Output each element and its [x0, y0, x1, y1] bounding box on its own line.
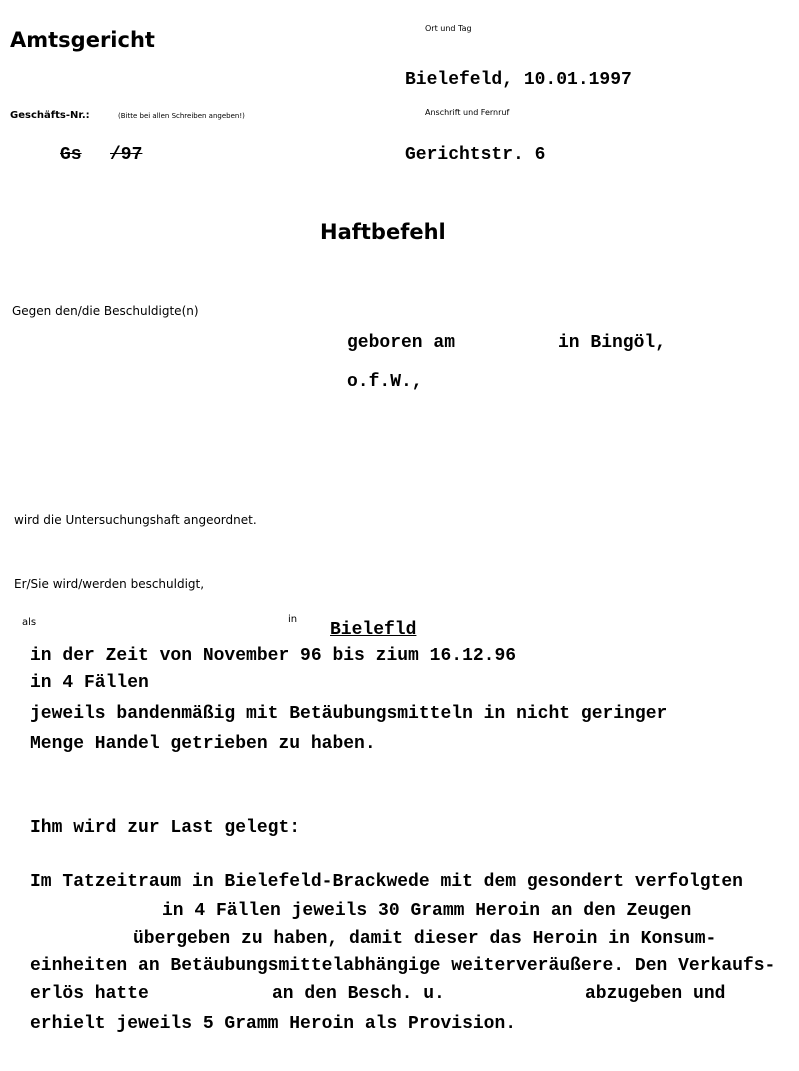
- facts-line: in 4 Fällen jeweils 30 Gramm Heroin an den Zeugen: [162, 901, 692, 921]
- facts-line: erlös hatte: [30, 984, 149, 1004]
- facts-line: einheiten an Betäubungsmittelabhängige weiterveräußere. Den Verkaufs-: [30, 956, 776, 976]
- residence: o.f.W.,: [347, 372, 423, 392]
- case-number-prefix: Gs: [60, 145, 82, 165]
- court-name: Amtsgericht: [10, 28, 155, 52]
- facts-line: abzugeben und: [585, 984, 726, 1004]
- charge-in-label: in: [288, 614, 298, 625]
- facts-line: Im Tatzeitraum in Bielefeld-Brackwede mit dem gesondert verfolgten: [30, 872, 743, 892]
- address-label: Anschrift und Fernruf: [425, 108, 510, 117]
- accused-label: Gegen den/die Beschuldigte(n): [12, 304, 199, 318]
- address: Gerichtstr. 6: [405, 145, 546, 165]
- born-label: geboren am: [347, 333, 456, 353]
- place-date-label: Ort und Tag: [425, 24, 472, 33]
- facts-label: Ihm wird zur Last gelegt:: [30, 818, 301, 838]
- charge-line: in der Zeit von November 96 bis zium 16.12.96: [30, 646, 517, 666]
- charge-prefix: als: [22, 617, 37, 628]
- case-number-note: (Bitte bei allen Schreiben angeben!): [118, 112, 245, 120]
- charge-place: Bielefld: [330, 620, 417, 640]
- charge-line: Menge Handel getrieben zu haben.: [30, 734, 376, 754]
- charge-line: jeweils bandenmäßig mit Betäubungsmitteln in nicht geringer: [30, 704, 668, 724]
- document-title: Haftbefehl: [320, 220, 446, 244]
- born-place: in Bingöl,: [558, 333, 667, 353]
- facts-line: erhielt jeweils 5 Gramm Heroin als Provision.: [30, 1014, 517, 1034]
- case-number-suffix: /97: [110, 145, 143, 165]
- charge-label: Er/Sie wird/werden beschuldigt,: [14, 577, 205, 591]
- charge-line: in 4 Fällen: [30, 673, 149, 693]
- facts-line: an den Besch. u.: [272, 984, 445, 1004]
- detention-order: wird die Untersuchungshaft angeordnet.: [14, 513, 257, 527]
- case-number-label: Geschäfts-Nr.:: [10, 110, 90, 121]
- facts-line: übergeben zu haben, damit dieser das Heroin in Konsum-: [133, 929, 717, 949]
- place-date: Bielefeld, 10.01.1997: [405, 70, 632, 90]
